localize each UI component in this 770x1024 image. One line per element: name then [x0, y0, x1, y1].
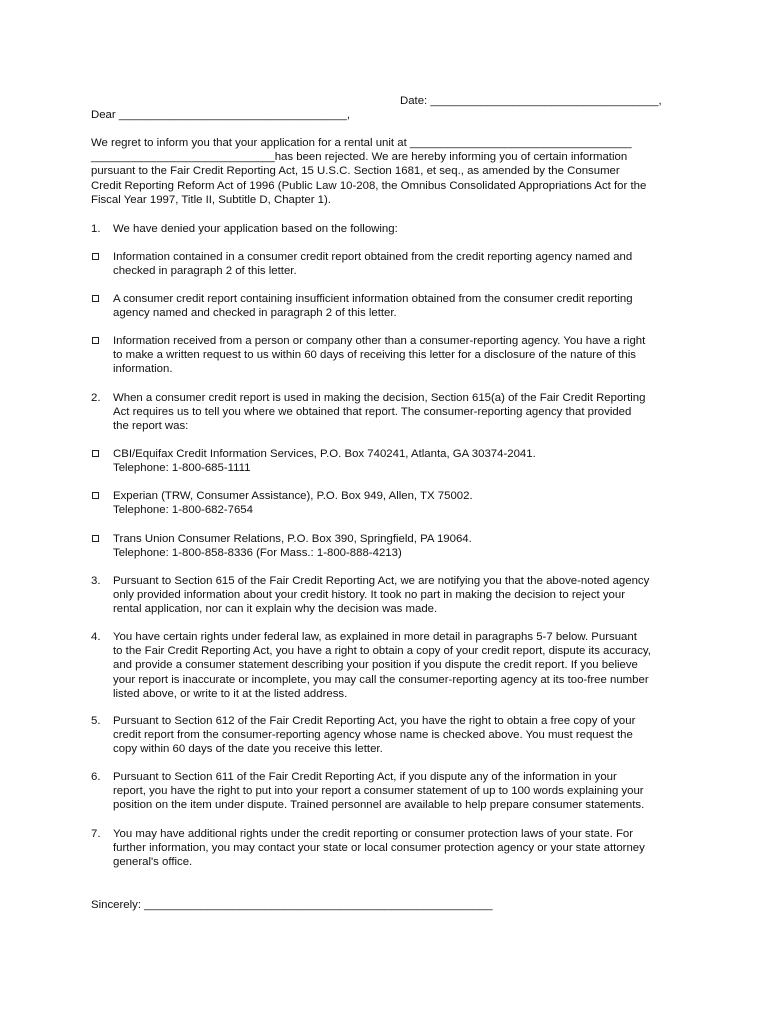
paragraph-line: Act requires us to tell you where we obtained that report. The consumer-reporting agency that provided — [113, 406, 632, 419]
paragraph-line: You have certain rights under federal law, as explained in more detail in paragraphs 5-7 below. Pursuant — [113, 631, 637, 643]
intro-line: pursuant to the Fair Credit Reporting Act, 15 U.S.C. Section 1681, et seq., as amended by the Consumer — [91, 165, 620, 178]
agency-phone: Telephone: 1-800-685-1111 — [113, 462, 251, 475]
checkbox-icon — [92, 337, 99, 344]
paragraph-line: checked in paragraph 2 of this letter. — [113, 265, 297, 278]
numbered-paragraph-6 — [91, 770, 691, 813]
paragraph-number: 3. — [91, 575, 101, 587]
paragraph-line: position on the item under dispute. Trained personnel are available to help prepare consumer statements. — [113, 799, 645, 812]
paragraph-line: further information, you may contact your state or local consumer protection agency or your state attorney — [113, 842, 645, 855]
paragraph-line: Pursuant to Section 615 of the Fair Credit Reporting Act, we are notifying you that the above-noted agency — [113, 575, 650, 587]
numbered-paragraph-4 — [91, 630, 691, 701]
intro-line: _____________________________has been rejected. We are hereby informing you of certain information — [91, 151, 628, 164]
paragraph-line: information. — [113, 363, 173, 376]
numbered-paragraph-1 — [91, 222, 691, 236]
paragraph-number: 2. — [91, 392, 101, 404]
paragraph-line: agency named and checked in paragraph 2 of this letter. — [113, 307, 397, 320]
agency-line: Trans Union Consumer Relations, P.O. Box 390, Springfield, PA 19064. — [113, 533, 472, 545]
numbered-paragraph-2 — [91, 391, 691, 434]
paragraph-line: credit report from the consumer-reporting agency whose name is checked above. You must request the — [113, 729, 633, 742]
paragraph-line: Pursuant to Section 612 of the Fair Credit Reporting Act, you have the right to obtain a free copy of your — [113, 715, 636, 727]
agency-line: CBI/Equifax Credit Information Services, P.O. Box 740241, Atlanta, GA 30374-2041. — [113, 448, 536, 460]
paragraph-line: Information received from a person or company other than a consumer-reporting agency. You have a right — [113, 335, 646, 347]
agency-phone: Telephone: 1-800-858-8336 (For Mass.: 1-800-888-4213) — [113, 547, 402, 560]
paragraph-number: 1. — [91, 223, 101, 235]
checkbox-icon — [92, 450, 99, 457]
paragraph-line: A consumer credit report containing insufficient information obtained from the consumer credit reporting — [113, 293, 633, 305]
checkbox-icon — [92, 535, 99, 542]
paragraph-line: only provided information about your credit history. It took no part in making the decision to reject your — [113, 589, 625, 602]
paragraph-line: When a consumer credit report is used in making the decision, Section 615(a) of the Fair Credit Reporting — [113, 392, 646, 404]
checkbox-item-equifax — [91, 447, 691, 475]
checkbox-icon — [92, 253, 99, 260]
paragraph-line: your report is inaccurate or incomplete, you may call the consumer-reporting agency at its too-free number — [113, 673, 649, 686]
salutation-line: Dear ____________________________________, — [91, 109, 351, 121]
intro-line: Credit Reporting Reform Act of 1996 (Public Law 10-208, the Omnibus Consolidated Appropriations Act for the — [91, 179, 647, 192]
paragraph-line: We have denied your application based on the following: — [113, 223, 398, 235]
intro-line: We regret to inform you that your application for a rental unit at ___________________________________ — [91, 137, 632, 149]
agency-phone: Telephone: 1-800-682-7654 — [113, 504, 253, 517]
paragraph-number: 4. — [91, 631, 101, 643]
paragraph-number: 5. — [91, 715, 101, 727]
numbered-paragraph-5 — [91, 714, 691, 757]
intro-paragraph — [91, 136, 691, 207]
numbered-paragraph-7 — [91, 827, 691, 870]
intro-line: Fiscal Year 1997, Title II, Subtitle D, Chapter 1). — [91, 193, 331, 206]
paragraph-line: You may have additional rights under the credit reporting or consumer protection laws of your state. For — [113, 828, 634, 840]
paragraph-line: rental application, nor can it explain why the decision was made. — [113, 603, 438, 616]
numbered-paragraph-3 — [91, 574, 691, 617]
paragraph-line: Information contained in a consumer credit report obtained from the credit reporting agency named and — [113, 251, 633, 263]
paragraph-number: 7. — [91, 828, 101, 840]
checkbox-icon — [92, 295, 99, 302]
paragraph-line: the report was: — [113, 420, 189, 433]
agency-line: Experian (TRW, Consumer Assistance), P.O. Box 949, Allen, TX 75002. — [113, 490, 473, 502]
paragraph-line: general's office. — [113, 856, 193, 869]
paragraph-line: report, you have the right to put into your report a consumer statement of up to 100 words explaining your — [113, 785, 644, 798]
checkbox-icon — [92, 492, 99, 499]
paragraph-line: and provide a consumer statement describing your position if you dispute the credit report. If you believe — [113, 659, 638, 672]
checkbox-item-insufficient-report — [91, 292, 691, 320]
checkbox-item-other-source — [91, 334, 691, 377]
paragraph-number: 6. — [91, 771, 101, 783]
paragraph-line: to the Fair Credit Reporting Act, you have a right to obtain a copy of your credit report, dispute its accuracy, — [113, 645, 651, 658]
paragraph-line: listed above, or write to it at the listed address. — [113, 687, 348, 700]
paragraph-line: to make a written request to us within 60 days of receiving this letter for a disclosure of the nature of this — [113, 349, 636, 362]
signature-line: Sincerely: _______________________________________________________ — [91, 899, 493, 911]
checkbox-item-trans-union — [91, 532, 691, 560]
date-line: Date: ____________________________________, — [400, 95, 662, 107]
checkbox-item-experian — [91, 489, 691, 517]
paragraph-line: copy within 60 days of the date you receive this letter. — [113, 743, 383, 756]
paragraph-line: Pursuant to Section 611 of the Fair Credit Reporting Act, if you dispute any of the information in your — [113, 771, 617, 783]
checkbox-item-credit-report — [91, 250, 691, 278]
